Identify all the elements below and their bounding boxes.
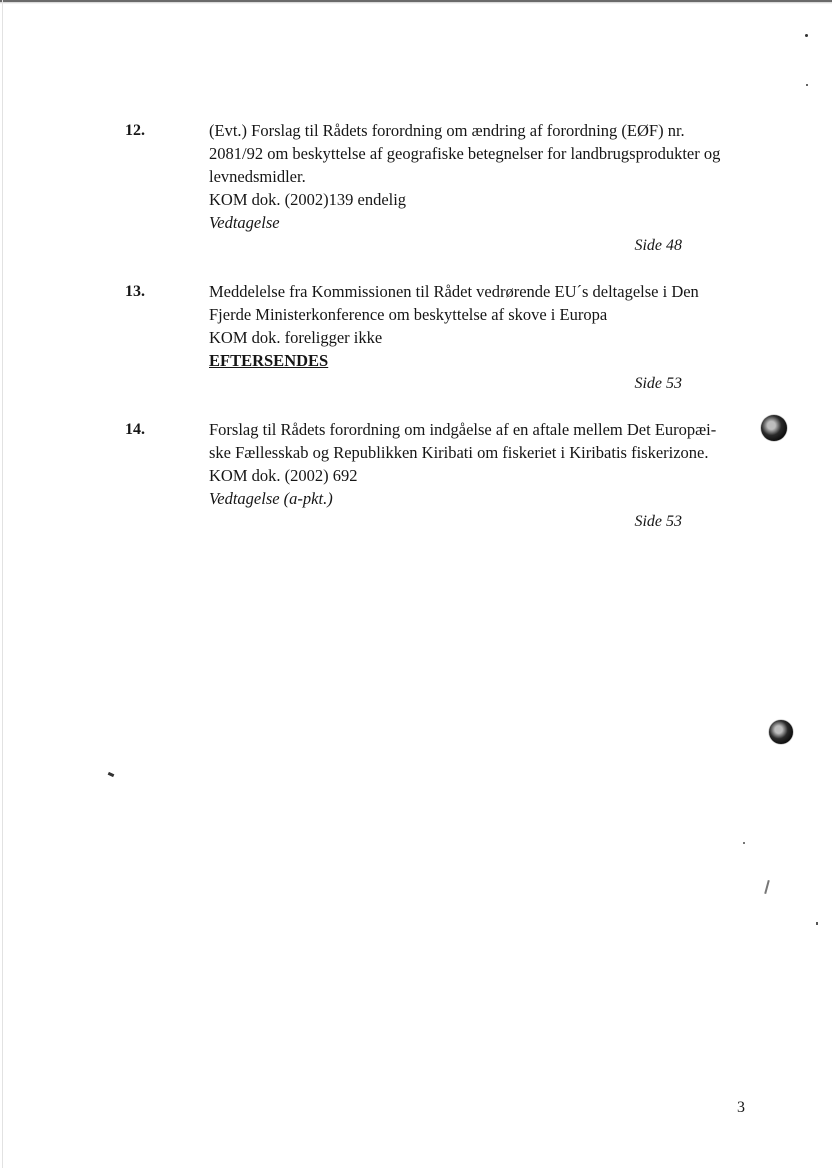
item-status: Vedtagelse (a-pkt.) (209, 489, 333, 508)
item-body (209, 280, 749, 372)
page-reference: Side 53 (634, 375, 682, 392)
item-text-line: 2081/92 om beskyttelse af geografiske betegnelser for landbrugsprodukter og (209, 144, 721, 163)
scan-speck (743, 842, 745, 844)
punch-hole-icon (761, 415, 787, 441)
scan-speck (764, 880, 770, 894)
item-number: 14. (125, 421, 145, 438)
item-status: EFTERSENDES (209, 351, 329, 370)
scan-speck (108, 772, 115, 777)
scan-speck (805, 34, 808, 37)
scan-top-edge (0, 0, 832, 4)
page-reference: Side 53 (634, 513, 682, 530)
item-text-line: KOM dok. (2002)139 endelig (209, 190, 407, 209)
item-text-line: KOM dok. foreligger ikke (209, 328, 383, 347)
item-text-line: (Evt.) Forslag til Rådets forordning om ændring af forordning (EØF) nr. (209, 121, 685, 140)
page-number: 3 (737, 1099, 745, 1116)
item-number: 13. (125, 283, 145, 300)
item-text-line: levnedsmidler. (209, 167, 306, 186)
scan-left-edge (2, 0, 3, 1168)
item-text-line: KOM dok. (2002) 692 (209, 466, 358, 485)
item-body (209, 418, 749, 510)
scan-speck (816, 922, 818, 925)
item-number: 12. (125, 122, 145, 139)
item-text-line: Meddelelse fra Kommissionen til Rådet vedrørende EU´s deltagelse i Den (209, 282, 699, 301)
item-text-line: ske Fællesskab og Republikken Kiribati om fiskeriet i Kiribatis fiskerizone. (209, 443, 709, 462)
page-reference: Side 48 (634, 237, 682, 254)
item-text-line: Forslag til Rådets forordning om indgåelse af en aftale mellem Det Europæi- (209, 420, 717, 439)
item-status: Vedtagelse (209, 213, 280, 232)
item-body (209, 119, 749, 234)
punch-hole-icon (769, 720, 793, 744)
item-text-line: Fjerde Ministerkonference om beskyttelse af skove i Europa (209, 305, 608, 324)
scan-speck (806, 84, 808, 86)
